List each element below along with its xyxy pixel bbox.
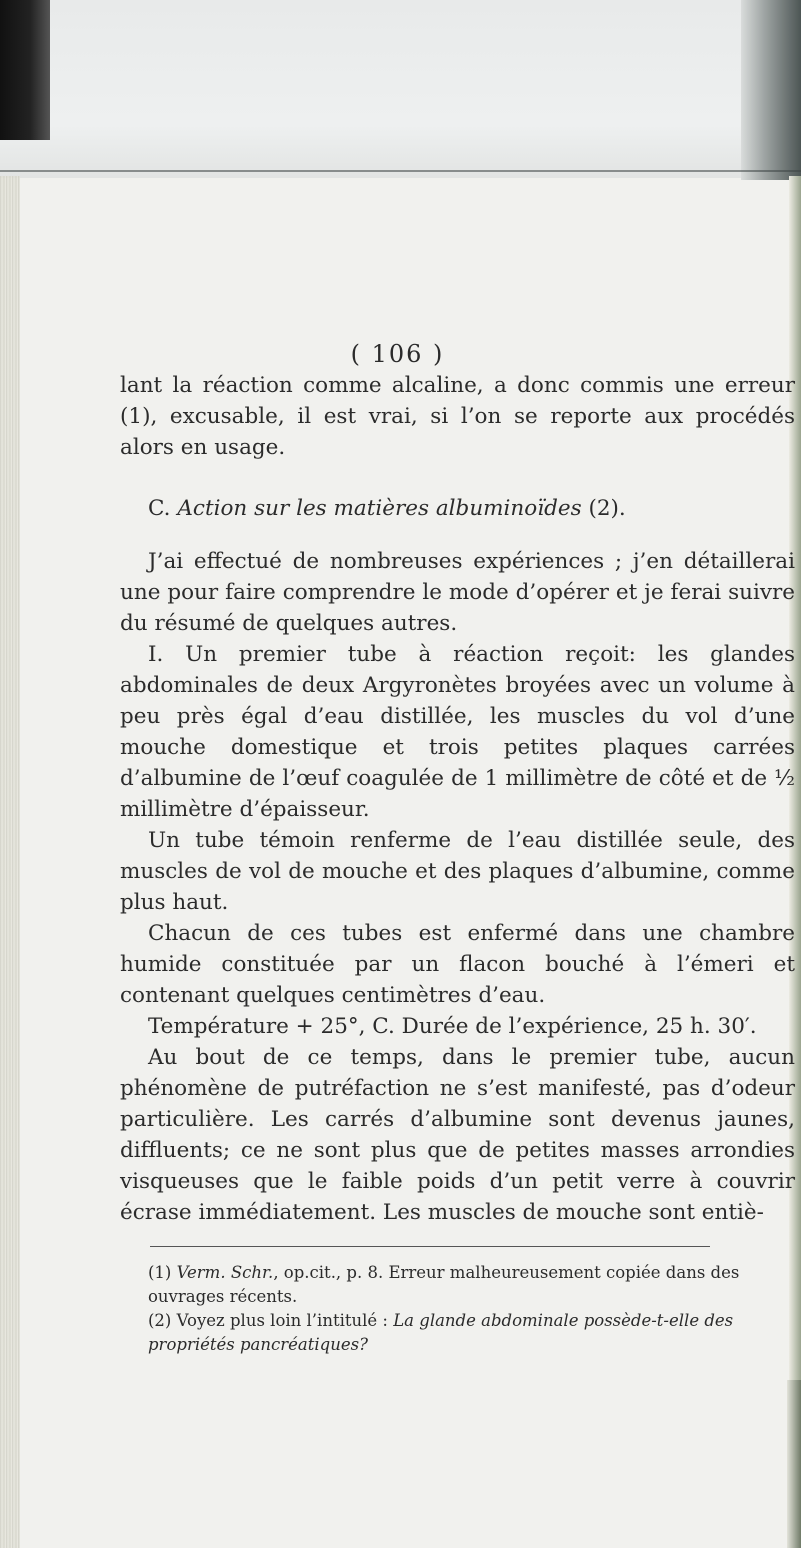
footnote-1-source: Verm. Schr. (176, 1263, 274, 1282)
footnote-2 (120, 1309, 795, 1357)
scan-top-margin (0, 0, 801, 178)
scan-dark-corner (0, 0, 50, 140)
paragraph: Au bout de ce temps, dans le premier tube, aucun phénomène de putréfaction ne s’est manifesté, pas d’odeur particulière. Les carrés d’albumine sont devenus jaunes, diffluents; ce ne sont plus que de petites masses arrondies visqueuses que le faible poids d’un petit verre à couvrir écrase immédiatement. Les muscles de mouche sont entiè- (120, 1045, 795, 1225)
page-left-gutter (0, 176, 20, 1548)
footnote-divider (150, 1246, 710, 1247)
paragraph: J’ai effectué de nombreuses expériences ; j’en détaillerai une pour faire comprendre le mode d’opérer et je ferai suivre du résumé de quelques autres. (120, 549, 795, 636)
section-note-ref: (2). (588, 496, 626, 521)
footnote-1-number: (1) (148, 1263, 172, 1282)
page-number: ( 106 ) (350, 340, 445, 368)
section-heading (120, 493, 795, 524)
footnote-2-text: Voyez plus loin l’intitulé : (176, 1311, 388, 1330)
footnote-1-text: , op.cit., p. 8. Erreur malheureusement copiée dans des ouvrages récents. (148, 1263, 740, 1306)
paragraph: Température + 25°, C. Durée de l’expérience, 25 h. 30′. (148, 1014, 757, 1039)
paragraph: Un tube témoin renferme de l’eau distillée seule, des muscles de vol de mouche et des plaques d’albumine, comme plus haut. (120, 828, 795, 915)
section-letter: C. (148, 496, 171, 521)
paragraph: Chacun de ces tubes est enfermé dans une chambre humide constituée par un flacon bouché à l’émeri et contenant quelques centimètres d’eau. (120, 921, 795, 1008)
footnote-1 (120, 1261, 795, 1309)
section-title: Action sur les matières albuminoïdes (177, 496, 582, 521)
page-top-edge (0, 170, 801, 182)
scan-right-shadow (741, 0, 801, 180)
footnote-2-number: (2) (148, 1311, 172, 1330)
paragraph: I. Un premier tube à réaction reçoit: les glandes abdominales de deux Argyronètes broyées avec un volume à peu près égal d’eau distillée, les muscles du vol d’une mouche domestique et trois petites plaques carrées d’albumine de l’œuf coagulée de 1 millimètre de côté et de ½ millimètre d’épaisseur. (120, 642, 795, 822)
document-page (120, 340, 795, 1357)
paragraph-continued: lant la réaction comme alcaline, a donc commis une erreur (1), excusable, il est vrai, si l’on se reporte aux procédés alors en usage. (120, 373, 795, 460)
page-bottom-right-shadow (787, 1380, 801, 1548)
footnote-2-title: La glande abdominale possède-t-elle des propriétés pancréatiques? (148, 1311, 734, 1354)
